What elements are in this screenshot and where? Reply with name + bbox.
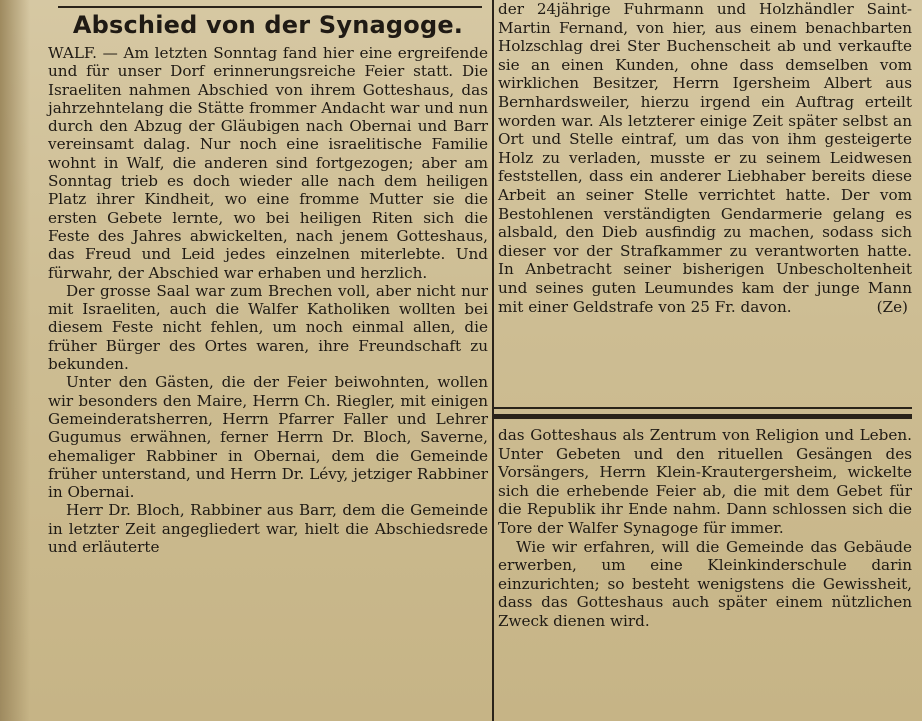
article-paragraph-2: Der grosse Saal war zum Brechen voll, aber nicht nur mit Israeliten, auch die Walfer Katholiken wollten bei diesem Feste nicht fehlen, um noch einmal allen, die früher Bürger des Ortes waren, ihre Freundschaft zu bekunden.: [48, 281, 488, 374]
column-divider: [492, 0, 494, 721]
article-left-column: [48, 6, 488, 556]
other-article-signoff: (Ze): [876, 297, 908, 316]
article-paragraph-1: WALF. — Am letzten Sonntag fand hier eine ergreifende und für unser Dorf erinnerungsreiche Feier statt. Die Israeliten nahmen Abschied von ihrem Gotteshaus, das jahrzehntelang die Stätte frommer Andacht war und nun durch den Abzug der Gläubigen nach Obernai und Barr vereinsamt dalag. Nur noch eine israelitische Familie wohnt in Walf, die anderen sind fortgezogen; aber am Sonntag trieb es doch wieder alle nach dem heiligen Platz ihrer Kindheit, wo eine fromme Mutter sie die ersten Gebete lernte, wo bei heiligen Riten sich die Feste des Jahres abwickelten, nach jenem Gotteshaus, das Freud und Leid jedes einzelnen miterlebte. Und fürwahr, der Abschied war erhaben und herzlich.: [48, 44, 488, 282]
article-continuation-2: Wie wir erfahren, will die Gemeinde das Gebäude erwerben, um eine Kleinkinderschule darin einzurichten; so besteht wenigstens die Gewissheit, dass das Gotteshaus auch später einem nützlichen Zweck dienen wird.: [498, 537, 912, 630]
article-headline: Abschied von der Synagoge.: [72, 11, 464, 39]
section-separator-thin: [492, 407, 912, 409]
other-article-column: [498, 0, 912, 316]
section-separator-thick: [492, 414, 912, 419]
other-article-text: der 24jährige Fuhrmann und Holzhändler Saint-Martin Fernand, von hier, aus einem benachbarten Holzschlag drei Ster Buchenscheit ab und verkaufte sie an einen Kunden, ohne dass demselben vom wirklichen Besitzer, Herrn Igersheim Albert aus Bernhardsweiler, hierzu irgend ein Auftrag erteilt worden war. Als letzterer einige Zeit später selbst an Ort und Stelle eintraf, um das von ihm gesteigerte Holz zu verladen, musste er zu seinem Leidwesen feststellen, dass ein anderer Liebhaber bereits diese Arbeit an seiner Stelle verrichtet hatte. Der vom Bestohlenen verständigten Gendarmerie gelang es alsbald, den Dieb ausfindig zu machen, sodass sich dieser vor der Strafkammer zu verantworten hatte. In Anbetracht seiner bisherigen Unbescholtenheit und seines guten Leumundes kam der junge Mann mit einer Geldstrafe von 25 Fr. davon.: [498, 0, 912, 316]
article-paragraph-4: Herr Dr. Bloch, Rabbiner aus Barr, dem die Gemeinde in letzter Zeit angegliedert war, hielt die Abschiedsrede und erläuterte: [48, 501, 488, 557]
page-shadow-edge: [0, 0, 30, 721]
article-paragraph-3: Unter den Gästen, die der Feier beiwohnten, wollen wir besonders den Maire, Herrn Ch. Riegler, mit einigen Gemeinderatsherren, Herrn Pfarrer Faller und Lehrer Gugumus erwähnen, ferner Herrn Dr. Bloch, Saverne, ehemaliger Rabbiner in Obernai, dem die Gemeinde früher unterstand, und Herrn Dr. Lévy, jetziger Rabbiner in Obernai.: [48, 373, 488, 502]
article-right-column: [498, 426, 912, 631]
article-continuation-1: das Gotteshaus als Zentrum von Religion und Leben. Unter Gebeten und den rituellen Gesängen des Vorsängers, Herrn Klein-Krautergersheim, wickelte sich die erhebende Feier ab, die mit dem Gebet für die Republik ihr Ende nahm. Dann schlossen sich die Tore der Walfer Synagoge für immer.: [498, 426, 912, 537]
